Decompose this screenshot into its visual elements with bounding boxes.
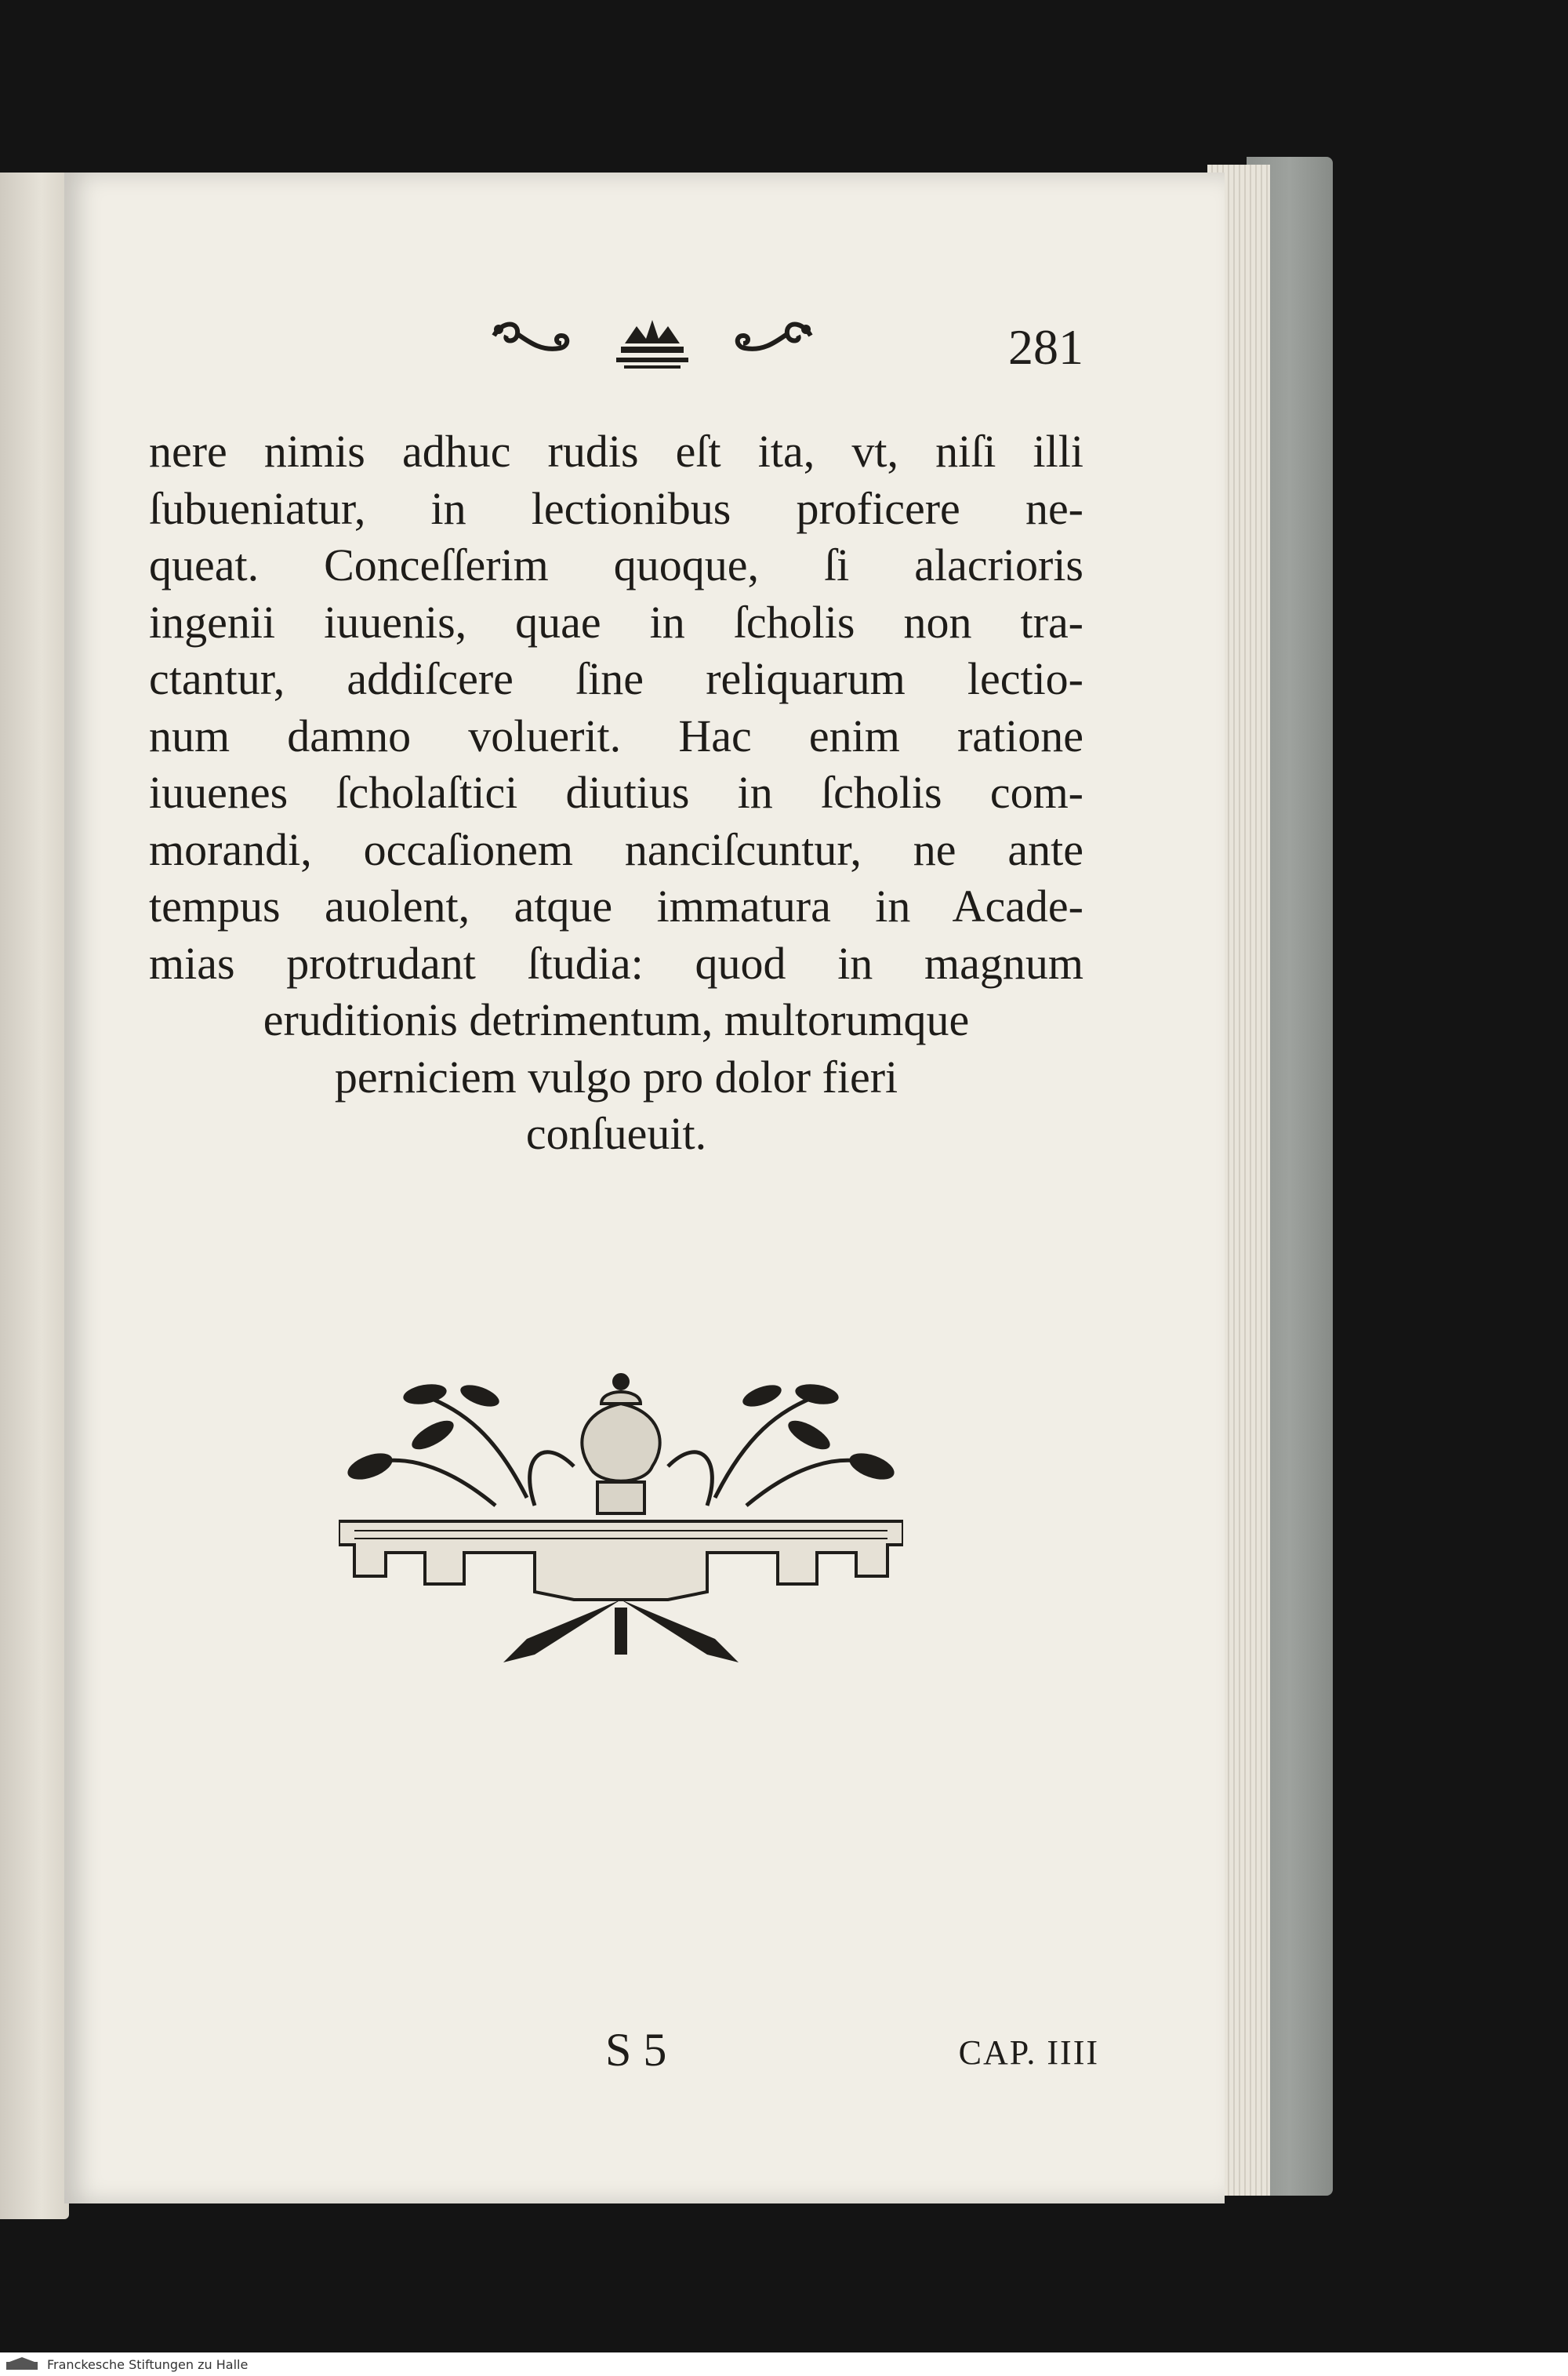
catchword: CAP. IIII (958, 2033, 1099, 2072)
text-line: queat. Conceſſerim quoque, ſi alacrioris (149, 540, 1083, 590)
scroll-right-icon (731, 312, 817, 375)
text-line: num damno voluerit. Hac enim ratione (149, 710, 1083, 761)
text-line: ctantur, addiſcere ſine reliquarum lectio- (149, 653, 1083, 704)
signature-mark: S 5 (605, 2024, 667, 2076)
body-text (149, 423, 1083, 1163)
scroll-left-icon (488, 312, 574, 375)
page-footer (64, 2023, 1225, 2086)
crown-icon (613, 312, 691, 375)
credit-text: Franckesche Stiftungen zu Halle (47, 2357, 249, 2372)
text-line: perniciem vulgo pro dolor fieri (334, 1051, 898, 1103)
urn-vignette-icon (339, 1349, 903, 1678)
facing-page-edge (0, 173, 69, 2219)
institution-logo-icon (5, 2356, 39, 2373)
text-line: eruditionis detrimentum, multorumque (263, 994, 970, 1045)
text-line: morandi, occaſionem nanciſcuntur, ne ante (149, 823, 1083, 875)
page-header (409, 312, 1083, 383)
text-line: tempus auolent, atque immatura in Acade- (149, 881, 1083, 932)
attribution-bar (0, 2352, 1568, 2376)
text-line: conſueuit. (525, 1108, 707, 1159)
text-line: iuuenes ſcholaſtici diutius in ſcholis com- (149, 767, 1083, 818)
text-line: ſubueniatur, in lectionibus proficere ne- (149, 482, 1083, 534)
book-page (64, 173, 1225, 2203)
text-line: ingenii iuuenis, quae in ſcholis non tra- (149, 596, 1083, 648)
text-line: nere nimis adhuc rudis eſt ita, vt, niſi illi (149, 426, 1083, 477)
page-number: 281 (1008, 319, 1083, 375)
text-line: mias protrudant ſtudia: quod in magnum (149, 937, 1083, 989)
